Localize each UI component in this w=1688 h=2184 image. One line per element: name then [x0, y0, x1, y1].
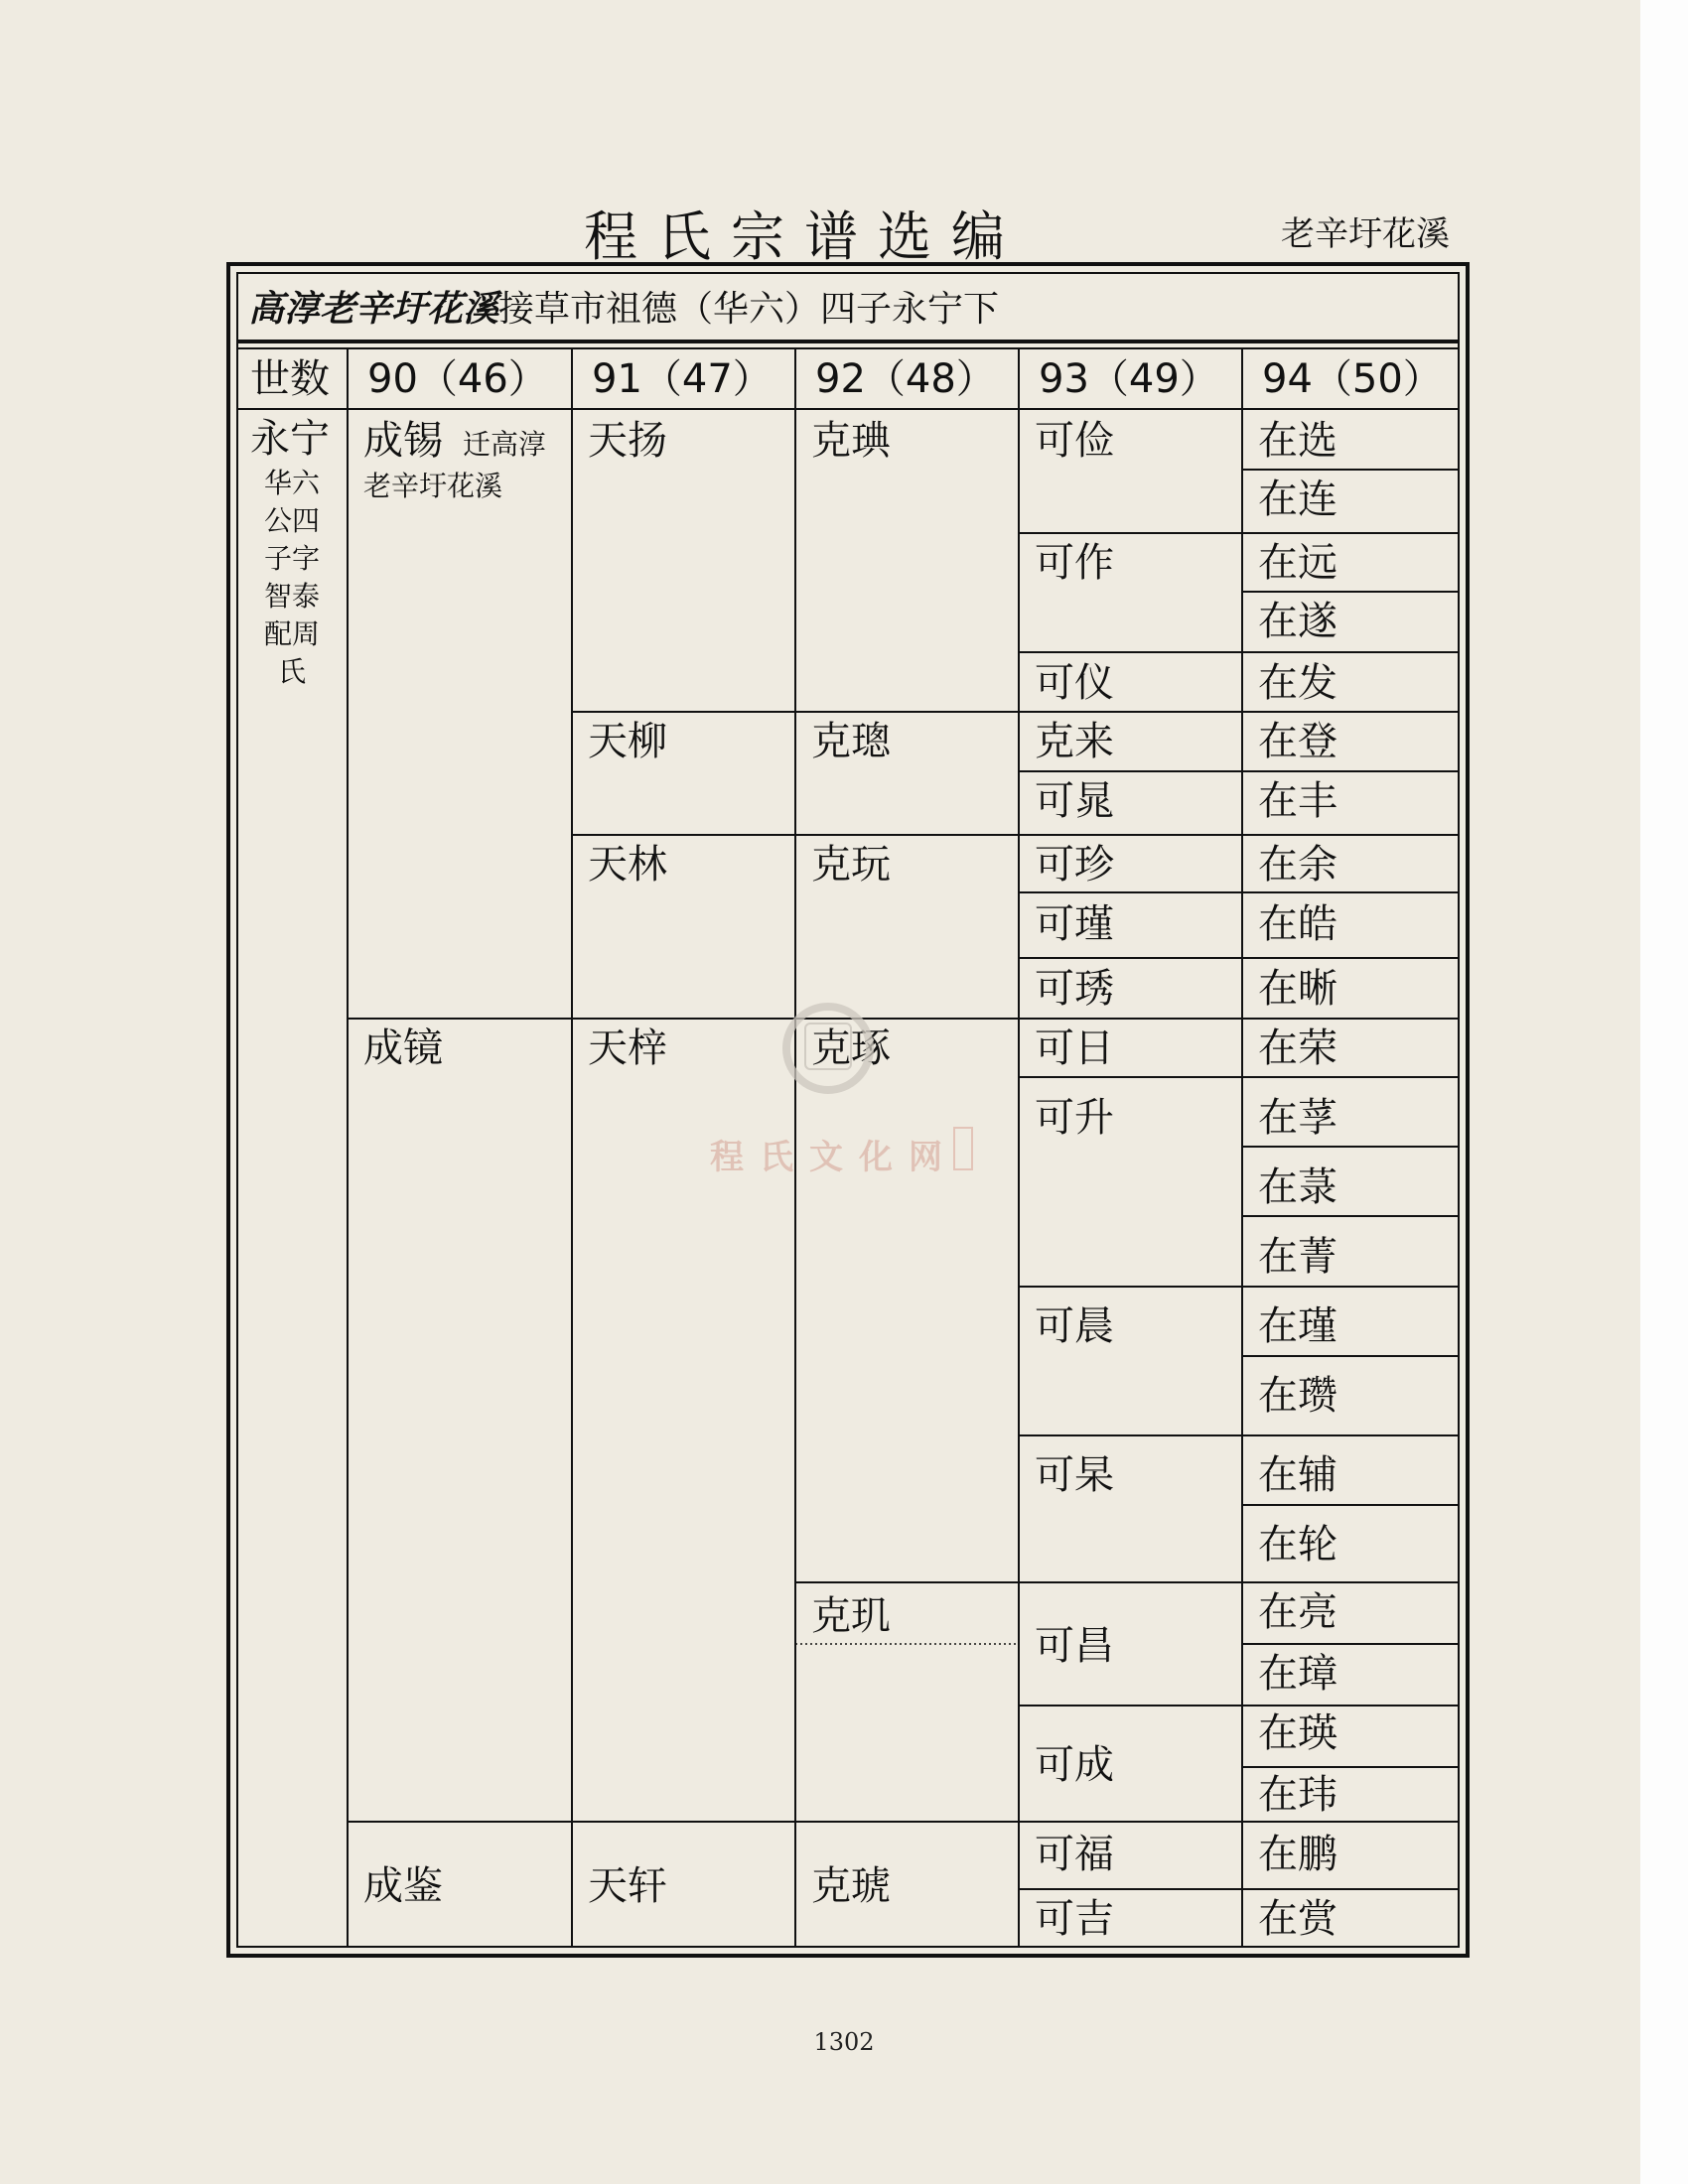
gen90-note: 迁高淳 — [463, 428, 547, 461]
gen94-name: 在菁 — [1258, 1234, 1337, 1280]
gen94-name: 在璋 — [1258, 1651, 1337, 1697]
gen92-name: 克琥 — [811, 1863, 891, 1909]
gen94-name: 在玮 — [1258, 1772, 1337, 1818]
column-header-93: 93（49） — [1039, 356, 1219, 402]
gen94-name: 在菉 — [1258, 1164, 1337, 1210]
gen92-name: 克玑 — [811, 1593, 891, 1639]
gen91-name: 天梓 — [588, 1025, 667, 1071]
column-header-90: 90（46） — [367, 356, 548, 402]
gen94-name: 在瑛 — [1258, 1710, 1337, 1756]
gen92-name: 克琠 — [811, 418, 891, 464]
gen90-name: 成鉴 — [363, 1863, 443, 1909]
gen91-name: 天柳 — [588, 719, 667, 764]
column-header-92: 92（48） — [815, 356, 996, 402]
page-title: 程氏宗谱选编 — [584, 205, 1025, 268]
gen94-name: 在亮 — [1258, 1589, 1337, 1635]
gen94-name: 在发 — [1258, 660, 1337, 706]
column-header-generation: 世数 — [250, 356, 330, 402]
gen94-name: 在连 — [1258, 477, 1337, 522]
gen93-name: 可晁 — [1035, 778, 1114, 824]
gen93-name: 可昌 — [1035, 1623, 1114, 1669]
gen94-name: 在轮 — [1258, 1522, 1337, 1568]
gen94-name: 在莩 — [1258, 1095, 1337, 1141]
gen93-name: 可珍 — [1035, 842, 1114, 887]
gen94-name: 在鹏 — [1258, 1832, 1337, 1877]
ancestor-note: 华六公四子字智泰配周氏 — [263, 467, 320, 688]
gen92-name: 克琢 — [811, 1025, 891, 1071]
column-header-91: 91（47） — [592, 356, 773, 402]
gen91-name: 天扬 — [588, 418, 667, 464]
gen91-name: 天轩 — [588, 1863, 667, 1909]
gen94-name: 在远 — [1258, 540, 1337, 586]
gen92-name: 克璁 — [811, 719, 891, 764]
gen93-name: 可琇 — [1035, 966, 1114, 1012]
gen90-note: 老辛圩花溪 — [363, 470, 503, 502]
gen94-name: 在选 — [1258, 418, 1337, 464]
watermark-text: 程氏文化网 — [710, 1138, 958, 1177]
gen94-name: 在遂 — [1258, 599, 1337, 644]
gen94-name: 在瑾 — [1258, 1303, 1337, 1349]
gen93-name: 可杲 — [1035, 1452, 1114, 1498]
banner-place: 高淳老辛圩花溪 — [248, 288, 499, 330]
gen94-name: 在荣 — [1258, 1025, 1337, 1071]
gen93-name: 可成 — [1035, 1742, 1114, 1788]
gen92-name: 克玩 — [811, 842, 891, 887]
gen94-name: 在余 — [1258, 842, 1337, 887]
gen93-name: 克来 — [1035, 719, 1114, 764]
gen90-name: 成镜 — [363, 1025, 443, 1071]
column-header-94: 94（50） — [1262, 356, 1443, 402]
watermark-small-seal — [953, 1127, 973, 1170]
gen94-name: 在晰 — [1258, 966, 1337, 1012]
banner-lineage: 接草市祖德（华六）四子永宁下 — [498, 289, 1000, 330]
page-number: 1302 — [813, 2028, 875, 2056]
gen94-name: 在辅 — [1258, 1452, 1337, 1498]
gen93-name: 可福 — [1035, 1832, 1114, 1877]
watermark-seal-inner — [804, 1023, 852, 1070]
banner-divider-thin — [236, 347, 1460, 349]
page-subtitle: 老辛圩花溪 — [1281, 214, 1450, 254]
table-banner — [248, 284, 1450, 334]
gen93-name: 可瑾 — [1035, 901, 1114, 947]
gen93-name: 可仪 — [1035, 660, 1114, 706]
gen93-name: 可升 — [1035, 1095, 1114, 1141]
gen94-name: 在赏 — [1258, 1896, 1337, 1942]
gen93-name: 可俭 — [1035, 418, 1114, 464]
gen93-name: 可吉 — [1035, 1896, 1114, 1942]
gen94-name: 在丰 — [1258, 778, 1337, 824]
gen93-name: 可晨 — [1035, 1303, 1114, 1349]
gen93-name: 可作 — [1035, 540, 1114, 586]
gen90-name: 成锡 — [363, 418, 443, 464]
gen94-name: 在皓 — [1258, 901, 1337, 947]
gen91-name: 天林 — [588, 842, 667, 887]
gen94-name: 在登 — [1258, 719, 1337, 764]
gen93-name: 可日 — [1035, 1025, 1114, 1071]
gen94-name: 在瓒 — [1258, 1373, 1337, 1419]
banner-divider — [236, 340, 1460, 343]
ancestor-name: 永宁 — [250, 416, 330, 462]
